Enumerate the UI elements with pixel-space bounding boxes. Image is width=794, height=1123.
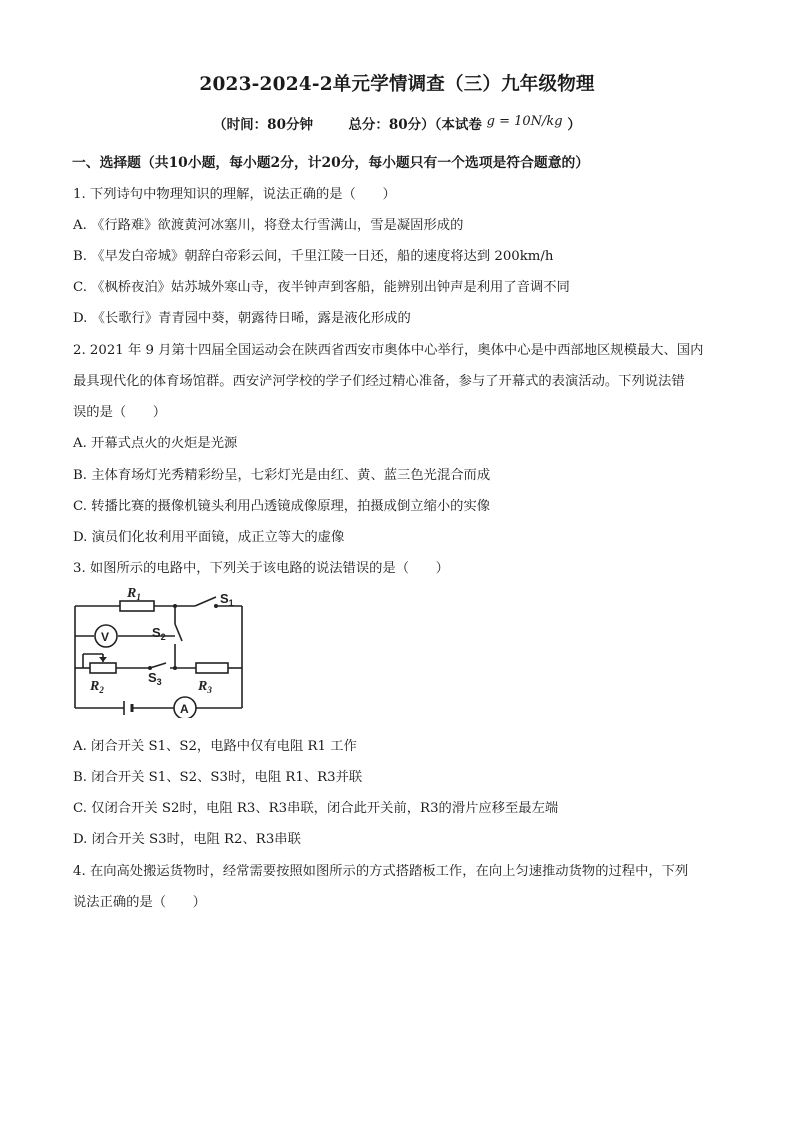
junction-dot	[173, 604, 177, 608]
resistor-r1	[120, 601, 154, 611]
question-4-stem-line-1: 4. 在向高处搬运货物时，经常需要按照如图所示的方式搭踏板工作，在向上匀速推动货物的过程中，下列	[73, 864, 689, 879]
label-s3: $S_3$	[148, 670, 162, 687]
question-2-option-c: C. 转播比赛的摄像机镜头利用凸透镜成像原理，拍摄成倒立缩小的实像	[73, 499, 491, 514]
question-3-option-d: D. 闭合开关 S3时，电阻 R2、R3串联	[73, 832, 301, 847]
question-3-option-c: C. 仅闭合开关 S2时，电阻 R3、R3串联，闭合此开关前，R3的滑片应移至最左端	[73, 801, 559, 816]
question-2-stem-line-3: 误的是（ ）	[73, 405, 167, 420]
question-2-option-d: D. 演员们化妆利用平面镜，成正立等大的虚像	[73, 530, 345, 545]
label-s2: $S_2$	[152, 625, 166, 642]
question-3-option-b: B. 闭合开关 S1、S2、S3时，电阻 R1、R3并联	[73, 770, 363, 785]
question-1-option-c: C. 《枫桥夜泊》姑苏城外寒山寺，夜半钟声到客船，能辨别出钟声是利用了音调不同	[73, 280, 570, 295]
switch-s2-blade	[175, 624, 182, 641]
question-2-stem-line-2: 最具现代化的体育场馆群。西安浐河学校的学子们经过精心准备，参与了开幕式的表演活动。下列说法错	[73, 374, 685, 389]
question-3-stem: 3. 如图所示的电路中，下列关于该电路的说法错误的是（ ）	[73, 561, 449, 576]
switch-s1-contact	[214, 604, 218, 608]
label-r1: $R_1$	[127, 586, 141, 602]
label-r2: $R_2$	[90, 679, 104, 695]
label-voltmeter: V	[101, 630, 110, 644]
exam-score: 总分：80分）（本试卷	[348, 117, 482, 133]
rheostat-r2	[90, 663, 116, 673]
resistor-r3	[196, 663, 228, 673]
question-3-option-a: A. 闭合开关 S1、S2，电路中仅有电阻 R1 工作	[73, 739, 357, 754]
question-1-option-d: D. 《长歌行》青青园中葵，朝露待日晞，露是液化形成的	[73, 311, 411, 326]
exam-meta-close: ）	[567, 117, 581, 133]
question-2-option-a: A. 开幕式点火的火炬是光源	[73, 436, 238, 451]
switch-s1-blade	[195, 597, 216, 606]
battery-symbol	[124, 701, 132, 715]
question-4-stem-line-2: 说法正确的是（ ）	[73, 895, 206, 910]
question-1-option-a: A. 《行路难》欲渡黄河冰塞川，将登太行雪满山，雪是凝固形成的	[73, 218, 464, 233]
label-s1: $S_1$	[220, 591, 234, 608]
junction-dot	[173, 666, 177, 670]
label-ammeter: A	[180, 702, 189, 716]
label-r3: $R_3$	[198, 679, 212, 695]
gravity-constant: g = 10N/kg	[486, 114, 563, 129]
question-1-stem: 1. 下列诗句中物理知识的理解，说法正确的是（ ）	[73, 187, 396, 202]
exam-time: （时间：80分钟	[213, 117, 313, 133]
question-1-option-b: B. 《早发白帝城》朝辞白帝彩云间，千里江陵一日还，船的速度将达到 200km/h	[73, 249, 554, 264]
question-2-option-b: B. 主体育场灯光秀精彩纷呈，七彩灯光是由红、黄、蓝三色光混合而成	[73, 468, 491, 483]
rheostat-arrow	[99, 657, 107, 662]
question-2-stem-line-1: 2. 2021 年 9 月第十四届全国运动会在陕西省西安市奥体中心举行，奥体中心是中西部地区规模最大、国内	[73, 343, 704, 358]
circuit-diagram	[70, 586, 250, 718]
section-title: 一、选择题（共10小题，每小题2分，计20分，每小题只有一个选项是符合题意的）	[72, 155, 590, 171]
switch-s3-blade	[150, 663, 166, 668]
page-title: 2023-2024-2单元学情调查（三）九年级物理	[199, 74, 595, 95]
exam-meta	[0, 113, 794, 133]
